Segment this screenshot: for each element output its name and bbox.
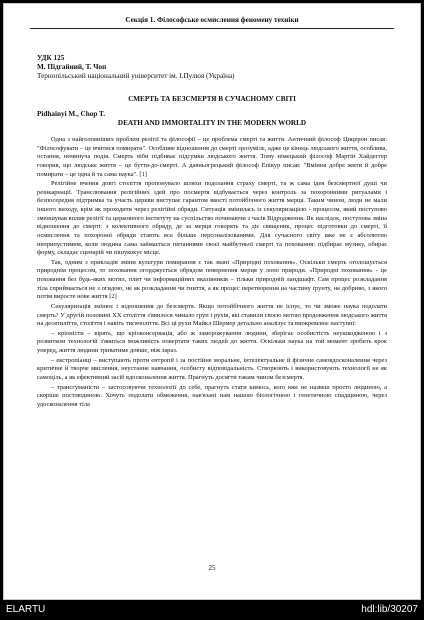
paragraph: – екстропіанці – виступають проти ентропії і за постійне моральне, інтелектуальне й фізичне самовдосконалення через критичне й творче мислення, неустанне навчання, особисту відповідальність. Створюють і використовують технології не як самоціль, а як ефективний засіб вдосконалення життя. Прагнуть досягти таким чином безсмертя. (37, 356, 387, 381)
footer-bar (0, 600, 424, 620)
authors-ua: М. Підгайний, Т. Чоп (37, 63, 107, 71)
paragraph: Релігійне вчення довгі століття пропонувало шляхи подолання страху смерті, та ж сама ідея безсмертної душі чи реінкарнації. Транслювання релігійних ідей про посмертя відбувається через контроль за похоронними ритуалами і безпосередня підтримка та участь церкви виступає гарантом вкості потойбічного життя мерця. Таким чином, люди не мали іншого виходу, крім як проходити через релігійні обряди. Ситуація змінилась із секуляризацією - процесом, який поступово зменшував вплив релігії та церковного інституту на суспільство починаючи з часів Відродження. Як наслідок, поступова зміна відношення до смерті: з колективного обряду, де за мерця говорять та діє священик, процес підготовки до смерті, її осмислення та похоронні обряди стають все більше персоналізованими. Для сучасного світу вже не є абсолютно неприпустимим, коли людина сама займається питаннями своєї майбутньої смерті та поховання: підбирає музику, обирає форму, складає сценарій чи пішукокує місце. (37, 180, 387, 257)
page-number: 25 (208, 564, 216, 572)
title-ua: СМЕРТЬ ТА БЕЗСМЕРТЯ В СУЧАСНОМУ СВІТІ (128, 95, 296, 103)
footer-handle: hdl:lib/30207 (361, 604, 418, 615)
article-body (37, 136, 387, 410)
article-meta-en (37, 110, 105, 119)
udk-code: УДК 125 (37, 54, 65, 62)
article-meta (37, 54, 235, 81)
paragraph: – трансгуманісти – застосовуючи технології до себе, прагнуть стати кимось, кого вже не назвеш просто людиною, а скоріше постлюдиною. Хочуть подолати обмеження, нав'язані нам нашою біологічною і генетичною спадщиною, через удосконалення тіла (37, 383, 387, 408)
paragraph: – кріоністи – вірять, що кріоконсервація, або ж заморожування людини, зберігає особистість неушкодженою і з розвитком технологій з'явиться можливість повертати таких людей до життя. Оскільки наука на той момент зробить крок уперед, життя людини триватиме довше, ніж зараз. (37, 329, 387, 354)
section-header: Секція 1. Філософське осмислення феномену техніки (30, 16, 394, 29)
document-page (3, 3, 421, 600)
paragraph: Одна з найголовніших проблем релігії та філософії – це проблема смерті та життя. Античний філософ Цицерон писав: "Філософувати – це вчитися помирати". Особливе відношення до смерті зрозуміле, адже це кінець людського життя, особлива, остання, неминуча подія. Смерть ніби підбиває підсумки людського життя. Тому німецький філософ Мартін Хайдеггер говорив, що людське життя – це буття-до-смерті. А давньогрецький філософ Епікур писав: "Вміння добре жити й добре помирати – це одна й та сама наука". [1] (37, 136, 387, 178)
title-en: DEATH AND IMMORTALITY IN THE MODERN WORLD (117, 119, 307, 127)
affiliation: Тернопільський національний університет ім. І.Пулюя (Україна) (37, 72, 235, 80)
paragraph: Так, одним з прикладів зміни культури помирання є так звані «Природні поховання». Оскільки смерть оголошується природнім процесом, то поховання огорджується обрядом повернення мерця у лоно природи. «Природні поховання» - це поховання без будь-яких могил, плит чи інформаційних вказівників – тільки природній ландшафт. Сам процес розкладання тіла сприймається не з огидою, не як розкладання чи гниття, а як процес перетворення на частину ґрунту, на добриво, з якого потім виросте нове життя [2] (37, 258, 387, 301)
footer-repository: ELARTU (6, 604, 46, 615)
paragraph: Секуляризація змінює і відношення до безсмертя. Якщо потойбічного життя не існує, то чи зможе наука подолати смерть? У другій половині XX століття з'явилося чимало груп і рухів, які ставили своєю метою продовження людського життя на десятиліття, століття і навіть тисячоліття. Всі ці рухи Майкл Шермер детально аналізує та виокремлює наступні: (37, 302, 387, 328)
authors-en: Pidhainyi M., Chop T. (37, 110, 106, 118)
